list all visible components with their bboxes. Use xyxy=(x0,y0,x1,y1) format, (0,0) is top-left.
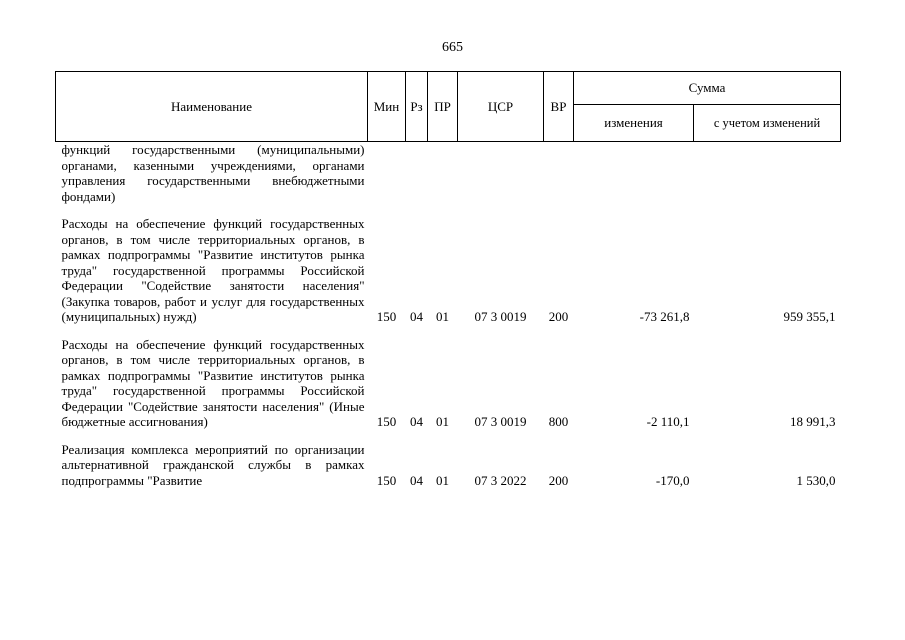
row-change: -170,0 xyxy=(655,472,690,488)
row-csr: 07 3 0019 xyxy=(474,309,527,324)
row-name: Расходы на обеспечение функций государственных органов, в том числе территориальных органов, в рамках подпрограммы "Развитие институтов рынка труда" государственной программы Российской Федерации "Содействие занятости населения" (Иные бюджетные ассигнования) xyxy=(61,336,365,429)
row-pr xyxy=(428,142,458,205)
row-name: Расходы на обеспечение функций государственных органов, в том числе территориальных органов, в рамках подпрограммы "Развитие институтов рынка труда" государственной программы Российской Федерации "Содействие занятости населения" (Закупка товаров, работ и услуг для государственных (муниципальных) нужд) xyxy=(61,216,365,324)
row-name: Реализация комплекса мероприятий по организации альтернативной гражданской службы в рамках подпрограммы "Развитие xyxy=(61,441,365,488)
header-min: Мин xyxy=(368,72,406,142)
row-min: 150 xyxy=(376,472,397,488)
row-rz: 04 xyxy=(410,309,423,324)
row-min xyxy=(368,142,406,205)
table-row xyxy=(56,440,841,489)
row-total xyxy=(694,142,841,205)
table-row xyxy=(56,335,841,430)
row-change xyxy=(574,142,694,205)
row-rz: 04 xyxy=(410,414,423,429)
table-row xyxy=(56,142,841,205)
row-vr: 800 xyxy=(548,414,569,429)
row-pr: 01 xyxy=(436,472,449,488)
row-vr: 200 xyxy=(548,309,569,324)
header-sum: Сумма xyxy=(574,72,841,105)
header-pr: ПР xyxy=(428,72,458,142)
header-csr: ЦСР xyxy=(458,72,544,142)
row-name: функций государственными (муниципальными) органами, казенными учреждениями, органами управления государственными внебюджетными фондами) xyxy=(61,142,365,204)
budget-table xyxy=(55,71,841,488)
row-vr xyxy=(544,142,574,205)
header-name: Наименование xyxy=(56,72,368,142)
page-number: 665 xyxy=(442,40,463,55)
header-change: изменения xyxy=(574,105,694,142)
row-vr: 200 xyxy=(548,472,569,488)
header-total: с учетом изменений xyxy=(694,105,841,142)
header-vr: ВР xyxy=(544,72,574,142)
header-row xyxy=(56,72,841,105)
row-total: 959 355,1 xyxy=(783,309,836,324)
row-pr: 01 xyxy=(436,414,449,429)
header-rz: Рз xyxy=(406,72,428,142)
row-change: -2 110,1 xyxy=(646,414,690,429)
row-rz: 04 xyxy=(410,472,423,488)
row-total: 1 530,0 xyxy=(796,472,836,488)
row-total: 18 991,3 xyxy=(790,414,836,429)
row-csr: 07 3 0019 xyxy=(474,414,527,429)
row-min: 150 xyxy=(376,309,397,324)
row-csr: 07 3 2022 xyxy=(474,472,527,488)
row-rz xyxy=(406,142,428,205)
row-change: -73 261,8 xyxy=(639,309,690,324)
row-min: 150 xyxy=(376,414,397,429)
row-pr: 01 xyxy=(436,309,449,324)
table-row xyxy=(56,214,841,325)
row-csr xyxy=(458,142,544,205)
